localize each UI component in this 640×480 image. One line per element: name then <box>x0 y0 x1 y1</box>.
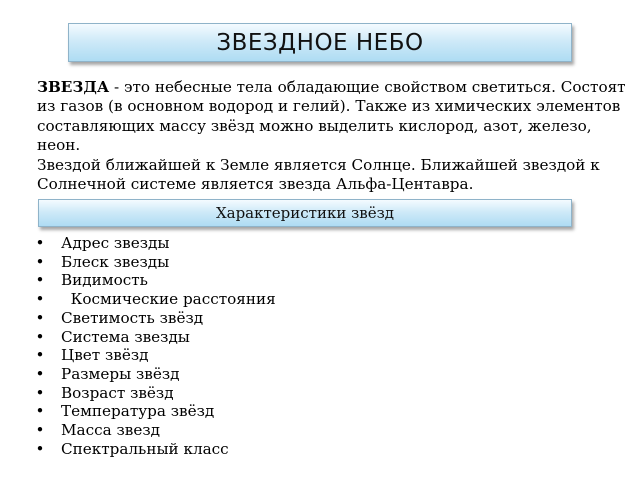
list-item-label: Спектральный класс <box>61 439 229 458</box>
list-item <box>30 421 276 440</box>
list-item-label: Космические расстояния <box>61 290 276 309</box>
bullet-icon: • <box>35 308 45 327</box>
list-item-label: Возраст звёзд <box>61 383 174 402</box>
list-item-label: Температура звёзд <box>61 402 215 421</box>
bullet-icon: • <box>35 234 45 252</box>
title-banner <box>68 23 572 62</box>
list-item-label: Размеры звёзд <box>61 364 180 383</box>
list-item <box>30 384 276 403</box>
list-item-label: Цвет звёзд <box>61 346 149 365</box>
list-item-label: Блеск звезды <box>61 252 170 271</box>
list-item <box>30 346 276 365</box>
list-item-label: Система звезды <box>61 327 190 346</box>
nearest-star-paragraph: Звездой ближайшей к Земле является Солнце. Ближайшей звездой к Солнечной системе является звезда Альфа-Центавра. <box>37 155 600 194</box>
list-item-label: Видимость <box>61 271 148 290</box>
characteristics-list <box>30 234 276 458</box>
bullet-icon: • <box>35 346 45 365</box>
bullet-icon: • <box>35 364 45 383</box>
list-item-label: Светимость звёзд <box>61 308 204 327</box>
list-item <box>30 271 276 290</box>
bullet-icon: • <box>35 421 45 440</box>
bullet-icon: • <box>35 327 45 346</box>
list-item <box>30 234 276 253</box>
bullet-icon: • <box>35 271 45 290</box>
list-item-label: Масса звезд <box>61 421 160 440</box>
definition-term: ЗВЕЗДА <box>37 78 110 96</box>
star-description <box>37 78 627 194</box>
list-item <box>30 290 276 309</box>
bullet-icon: • <box>35 290 45 309</box>
list-item-label: Адрес звезды <box>61 234 170 252</box>
definition-paragraph <box>37 78 627 156</box>
definition-text: - это небесные тела обладающие свойством светиться. Состоят из газов (в основном водород и гелий). Также из химических элементов составляющих массу звёзд можно выделить кислород, азот, железо, неон. <box>37 78 626 155</box>
slide-title: ЗВЕЗДНОЕ НЕБО <box>216 29 424 56</box>
list-item <box>30 440 276 459</box>
bullet-icon: • <box>35 439 45 458</box>
bullet-icon: • <box>35 252 45 271</box>
bullet-icon: • <box>35 383 45 402</box>
subtitle-banner <box>38 199 572 227</box>
list-item <box>30 402 276 421</box>
list-item <box>30 365 276 384</box>
list-item <box>30 309 276 328</box>
section-subtitle: Характеристики звёзд <box>215 204 395 222</box>
bullet-icon: • <box>35 402 45 421</box>
list-item <box>30 328 276 347</box>
list-item <box>30 253 276 272</box>
